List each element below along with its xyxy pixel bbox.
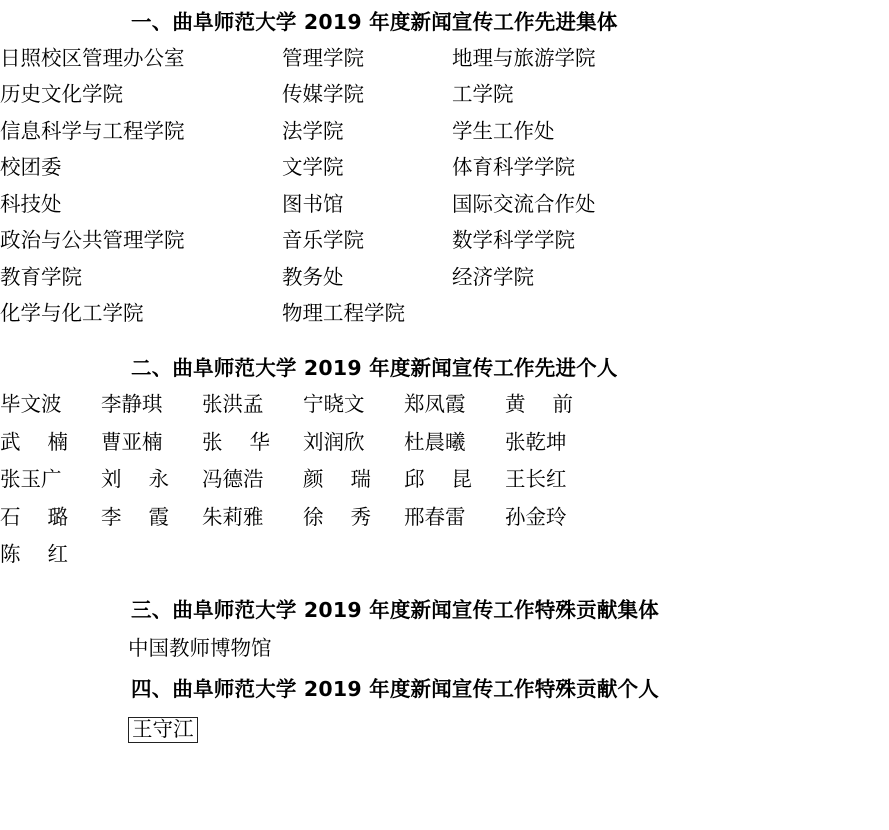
name-text: 李霞 [101, 504, 169, 529]
table-cell: 历史文化学院 [0, 82, 123, 107]
table-row [0, 194, 652, 231]
name-cell [505, 429, 606, 470]
name-cell [202, 394, 303, 432]
name-cell [101, 429, 202, 470]
table-cell: 教育学院 [0, 264, 82, 289]
name-text: 李静琪 [101, 392, 163, 417]
name-cell [505, 544, 606, 582]
table-cell: 教务处 [282, 264, 344, 289]
advanced-individuals-table [0, 394, 606, 582]
name-cell [101, 394, 202, 432]
table-cell: 图书馆 [282, 191, 344, 216]
name-cell [202, 429, 303, 470]
name-text: 张华 [202, 429, 270, 454]
special-contribution-individual-line [0, 717, 889, 743]
table-cell: 法学院 [282, 118, 344, 143]
name-cell [505, 504, 606, 545]
table-row [0, 84, 652, 121]
name-cell [202, 469, 303, 507]
name-text: 陈红 [0, 542, 68, 567]
table-cell: 政治与公共管理学院 [0, 228, 185, 253]
name-cell [202, 504, 303, 545]
table-cell: 日照校区管理办公室 [0, 45, 185, 70]
table-cell: 文学院 [282, 155, 344, 180]
table-cell: 经济学院 [452, 264, 534, 289]
table-row [0, 230, 652, 267]
name-cell [303, 394, 404, 432]
table-cell: 体育科学学院 [452, 155, 575, 180]
name-text: 孙金玲 [505, 504, 567, 529]
table-cell: 化学与化工学院 [0, 301, 144, 326]
table-cell: 学生工作处 [452, 118, 555, 143]
table-cell: 物理工程学院 [282, 301, 405, 326]
name-cell [0, 429, 101, 470]
table-row [0, 267, 652, 304]
name-cell [0, 504, 101, 545]
name-cell [404, 544, 505, 582]
name-text: 徐秀 [303, 504, 371, 529]
name-cell [101, 469, 202, 507]
name-text: 宁晓文 [303, 392, 365, 417]
name-cell [0, 544, 101, 582]
name-text: 杜晨曦 [404, 429, 466, 454]
table-cell [452, 303, 652, 340]
table-row [0, 469, 606, 507]
name-cell [0, 469, 101, 507]
table-cell: 科技处 [0, 191, 62, 216]
table-row [0, 544, 606, 582]
name-text: 张洪孟 [202, 392, 264, 417]
name-cell [303, 469, 404, 507]
section-heading-3: 三、曲阜师范大学 2019 年度新闻宣传工作特殊贡献集体 [131, 597, 659, 622]
name-cell [505, 469, 606, 507]
name-text: 曹亚楠 [101, 429, 163, 454]
name-cell [404, 394, 505, 432]
table-cell: 管理学院 [282, 45, 364, 70]
name-cell [303, 429, 404, 470]
name-cell [303, 504, 404, 545]
table-cell: 工学院 [452, 82, 514, 107]
table-cell: 传媒学院 [282, 82, 364, 107]
name-cell [404, 429, 505, 470]
name-text: 石璐 [0, 504, 68, 529]
name-text: 张玉广 [0, 467, 62, 492]
name-text: 冯德浩 [202, 467, 264, 492]
name-text: 邱昆 [404, 467, 472, 492]
table-row [0, 157, 652, 194]
section-heading-1: 一、曲阜师范大学 2019 年度新闻宣传工作先进集体 [131, 10, 618, 34]
section-heading-4: 四、曲阜师范大学 2019 年度新闻宣传工作特殊贡献个人 [131, 676, 659, 701]
table-row [0, 432, 606, 470]
name-cell [202, 544, 303, 582]
advanced-collectives-table [0, 45, 652, 340]
name-text: 王长红 [505, 467, 567, 492]
table-cell: 国际交流合作处 [452, 191, 596, 216]
table-cell: 数学科学学院 [452, 228, 575, 253]
table-row [0, 48, 652, 85]
document-page [0, 10, 889, 830]
table-row [0, 394, 606, 432]
name-text: 毕文波 [0, 392, 62, 417]
table-cell: 信息科学与工程学院 [0, 118, 185, 143]
table-row [0, 121, 652, 158]
name-text: 郑凤霞 [404, 392, 466, 417]
name-text: 颜瑞 [303, 467, 371, 492]
name-cell [303, 544, 404, 582]
name-text: 刘永 [101, 467, 169, 492]
name-cell [404, 504, 505, 545]
table-row [0, 303, 652, 340]
section-heading-2: 二、曲阜师范大学 2019 年度新闻宣传工作先进个人 [131, 355, 618, 380]
table-cell: 音乐学院 [282, 228, 364, 253]
table-row [0, 507, 606, 545]
name-cell [101, 544, 202, 582]
name-text: 邢春雷 [404, 504, 466, 529]
name-text: 武楠 [0, 429, 68, 454]
table-cell: 校团委 [0, 155, 62, 180]
name-text: 张乾坤 [505, 429, 567, 454]
special-contribution-individual-name: 王守江 [128, 717, 198, 743]
special-contribution-collective: 中国教师博物馆 [128, 636, 272, 661]
name-cell [101, 504, 202, 545]
name-cell [505, 394, 606, 432]
name-text: 黄前 [505, 392, 573, 417]
name-cell [0, 394, 101, 432]
name-text: 朱莉雅 [202, 504, 264, 529]
name-cell [404, 469, 505, 507]
table-cell: 地理与旅游学院 [452, 45, 596, 70]
name-text: 刘润欣 [303, 429, 365, 454]
